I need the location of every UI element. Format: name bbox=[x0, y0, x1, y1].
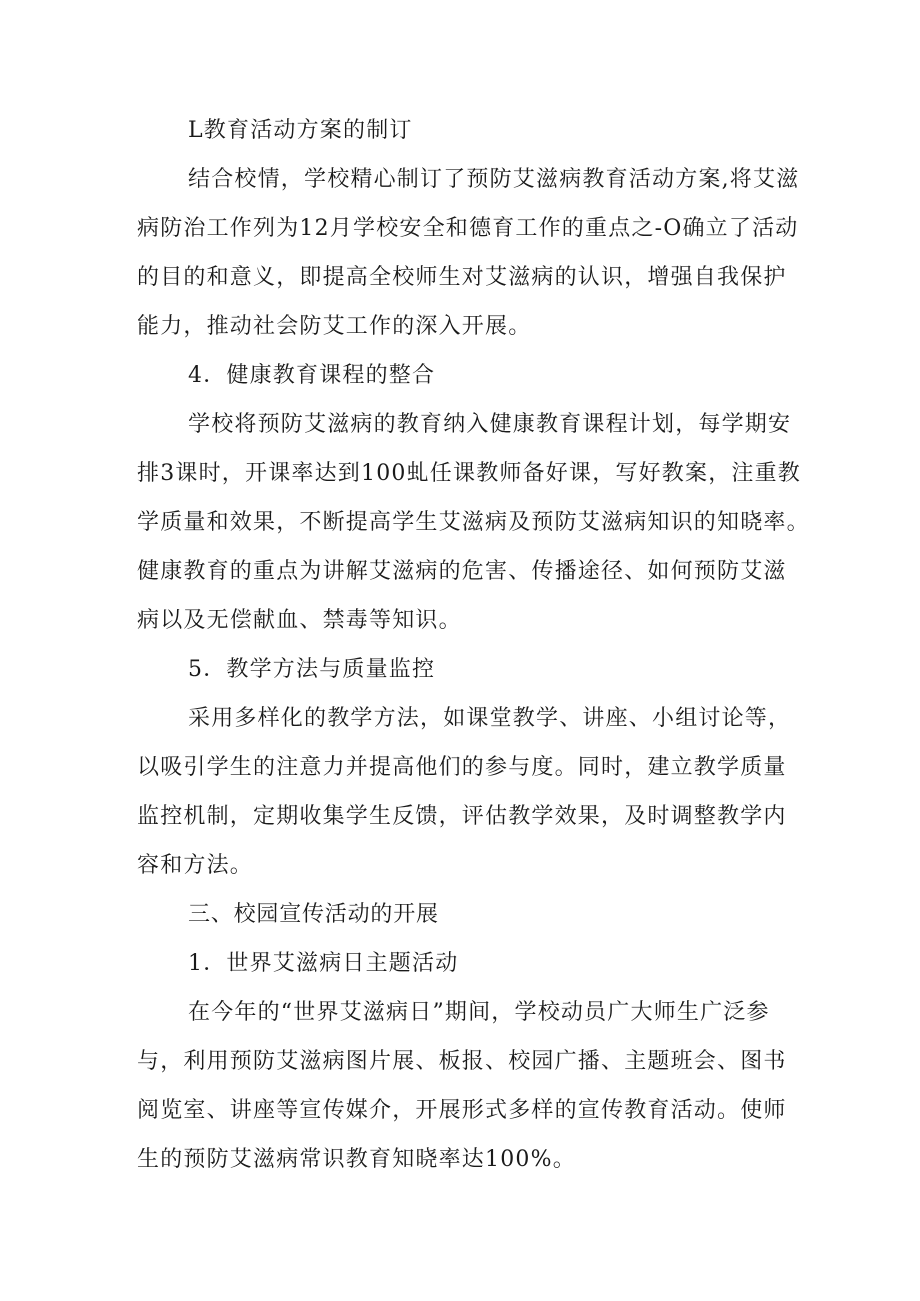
section-heading-campus-publicity: 三、校园宣传活动的开展 bbox=[188, 902, 439, 927]
paragraph-line: 以吸引学生的注意力并提高他们的参与度。同时，建立教学质量 bbox=[137, 755, 787, 780]
paragraph-line: 阅览室、讲座等宣传媒介，开展形式多样的宣传教育活动。使师 bbox=[137, 1098, 787, 1123]
paragraph-line: 病以及无偿献血、禁毒等知识。 bbox=[137, 608, 462, 633]
paragraph-line: 容和方法。 bbox=[137, 853, 254, 878]
paragraph-line: 学校将预防艾滋病的教育纳入健康教育课程计划，每学期安 bbox=[188, 412, 792, 437]
paragraph-line: 与，利用预防艾滋病图片展、板报、校园广播、主题班会、图书 bbox=[137, 1049, 787, 1074]
paragraph-line: 监控机制，定期收集学生反馈，评估教学效果，及时调整教学内 bbox=[137, 804, 787, 829]
paragraph-line: 病防治工作列为12月学校安全和德育工作的重点之-O确立了活动 bbox=[137, 216, 799, 241]
subheading-world-aids-day: 1．世界艾滋病日主题活动 bbox=[188, 951, 459, 976]
paragraph-line: 学质量和效果，不断提高学生艾滋病及预防艾滋病知识的知晓率。 bbox=[137, 510, 810, 535]
paragraph-line: 排3课时，开课率达到100虬任课教师备好课，写好教案，注重教 bbox=[137, 461, 801, 486]
subheading-teaching-methods: 5．教学方法与质量监控 bbox=[188, 657, 436, 682]
paragraph-line: 的目的和意义，即提高全校师生对艾滋病的认识，增强自我保护 bbox=[137, 265, 787, 290]
paragraph-line: 采用多样化的教学方法，如课堂教学、讲座、小组讨论等， bbox=[188, 706, 792, 731]
subheading-curriculum: 4．健康教育课程的整合 bbox=[188, 363, 436, 388]
paragraph-line: 生的预防艾滋病常识教育知晓率达100%。 bbox=[137, 1147, 576, 1172]
paragraph-line: 能力，推动社会防艾工作的深入开展。 bbox=[137, 314, 532, 339]
paragraph-line: 结合校情，学校精心制订了预防艾滋病教育活动方案,将艾滋 bbox=[188, 167, 800, 192]
paragraph-line: 在今年的“世界艾滋病日”期间，学校动员广大师生广泛参 bbox=[188, 1000, 770, 1025]
paragraph-line: 健康教育的重点为讲解艾滋病的危害、传播途径、如何预防艾滋 bbox=[137, 559, 787, 584]
subheading-activity-plan: L教育活动方案的制订 bbox=[188, 118, 413, 143]
